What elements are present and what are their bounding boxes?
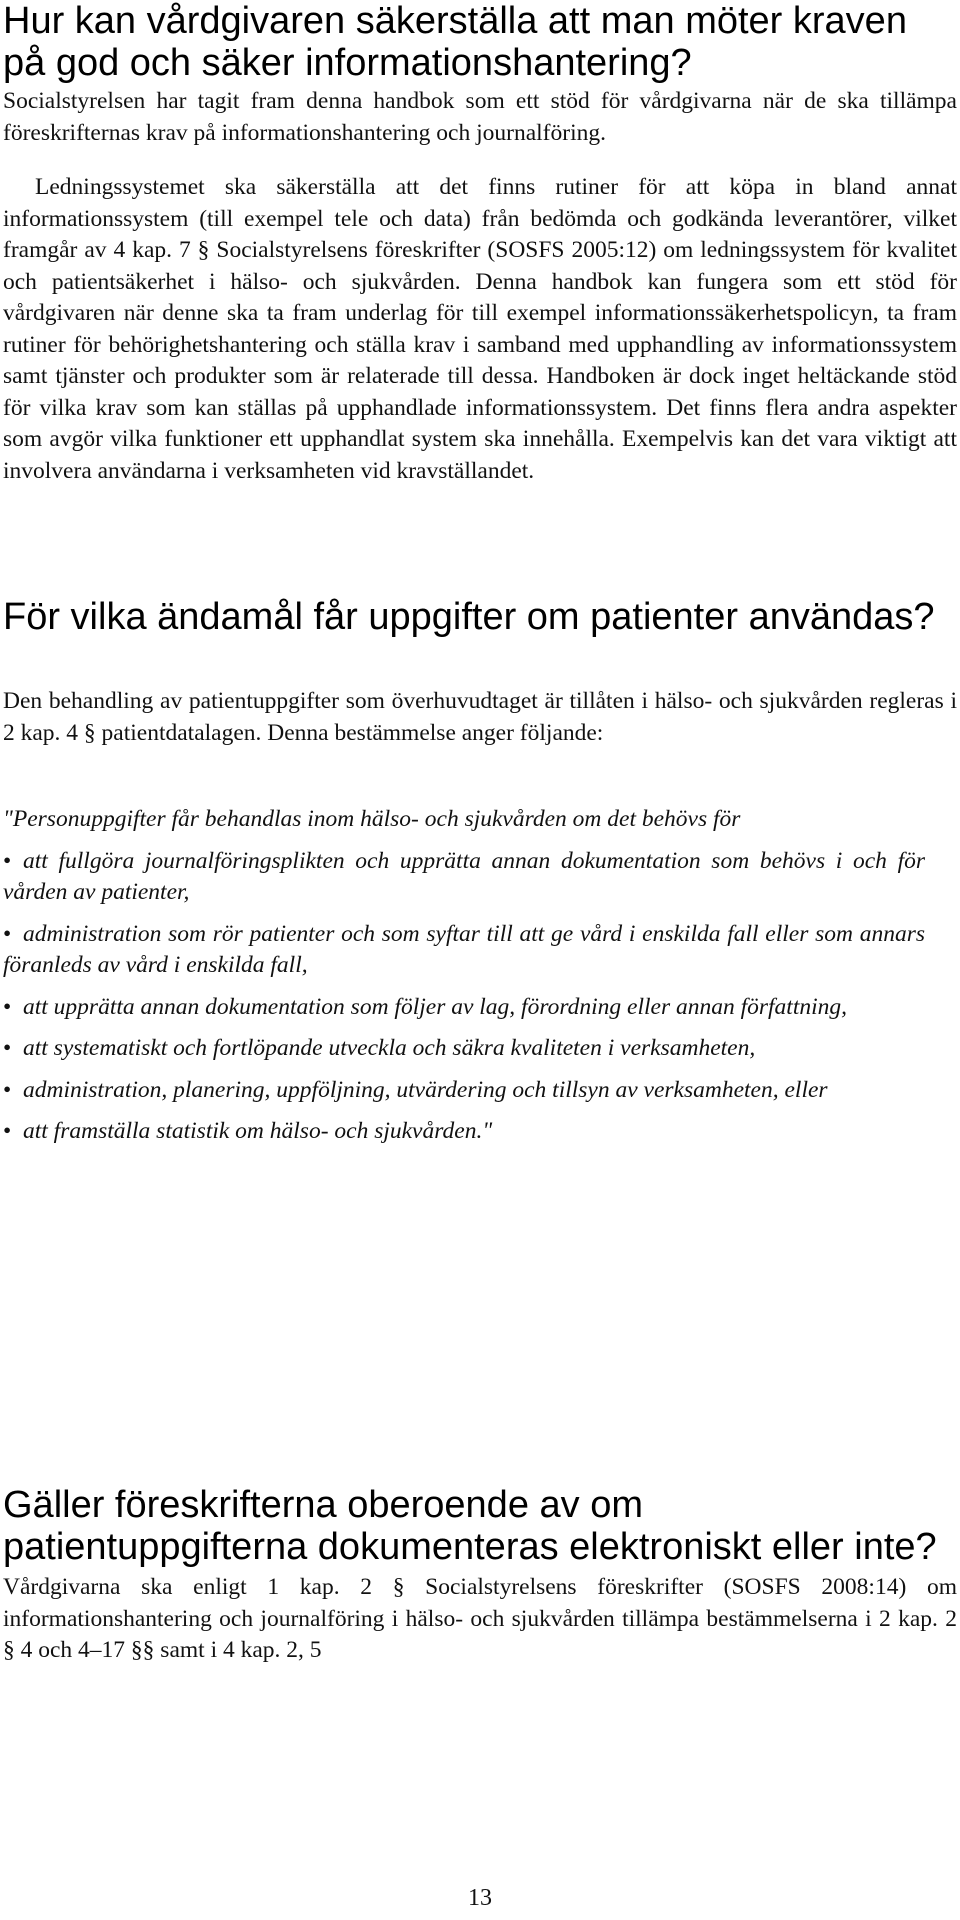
page-number: 13 (468, 1885, 492, 1911)
bullet-icon: • (3, 847, 12, 874)
paragraph-handbok-intro: Socialstyrelsen har tagit fram denna handbok som ett stöd för vårdgivarna när de ska tillämpa föreskrifternas krav på informationshantering och journalföring. (3, 88, 957, 146)
quote-list (3, 846, 925, 1148)
section-heading-andamal: För vilka ändamål får uppgifter om patienter användas? (3, 596, 935, 638)
quote-list-item (3, 919, 925, 982)
bullet-icon: • (3, 1076, 12, 1103)
quote-list-item-text: att framställa statistik om hälso- och sjukvården." (23, 1118, 493, 1144)
bullet-icon: • (3, 993, 12, 1020)
section-heading-elektroniskt: Gäller föreskrifterna oberoende av om patientuppgifterna dokumenteras elektroniskt eller inte? (3, 1484, 937, 1568)
quote-list-item (3, 1033, 925, 1065)
paragraph-ledningssystem (3, 172, 957, 487)
quote-list-item-text: administration, planering, uppföljning, utvärdering och tillsyn av verksamheten, eller (23, 1076, 828, 1103)
quote-list-item-text: att upprätta annan dokumentation som följer av lag, förordning eller annan författning, (23, 993, 848, 1020)
quote-list-item (3, 992, 925, 1024)
quote-list-item (3, 846, 925, 909)
bullet-icon: • (3, 1035, 12, 1061)
quote-list-item (3, 1116, 925, 1148)
paragraph-ledningssystem-text: Ledningssystemet ska säkerställa att det finns rutiner för att köpa in bland annat informationssystem (till exempel tele och data) från bedömda och godkända leverantörer, vilket framgår av 4 kap. 7 § Socialstyrelsens föreskrifter (SOSFS 2005:12) om ledningssystem för kvalitet och patientsäkerhet i hälso- och sjukvården. Denna handbok kan fungera som ett stöd för vårdgivaren när denne ska ta fram underlag för till exempel informationssäkerhetspolicyn, ta fram rutiner för behörighetshantering och ställa krav i samband med upphandling av informationssystem samt tjänster och produkter som är relaterade till dessa. Handboken är dock inget heltäckande stöd för vilka krav som kan ställas på upphandlade informationssystem. Det finns flera andra aspekter som avgör vilka funktioner ett upphandlat system ska innehålla. Exempelvis kan det vara viktigt att involvera användarna i verksamheten vid kravställandet. (3, 174, 957, 484)
quote-list-item-text: att systematiskt och fortlöpande utveckla och säkra kvaliteten i verksamheten, (23, 1035, 756, 1061)
paragraph-patientdatalagen: Den behandling av patientuppgifter som överhuvudtaget är tillåten i hälso- och sjukvården regleras i 2 kap. 4 § patientdatalagen. Denna bestämmelse anger följande: (3, 688, 957, 746)
bullet-icon: • (3, 1118, 12, 1144)
quote-list-item-text: att fullgöra journalföringsplikten och upprätta annan dokumentation som behövs i och för vården av patienter, (3, 847, 925, 905)
quote-intro: "Personuppgifter får behandlas inom hälso- och sjukvården om det behövs för (3, 806, 741, 832)
paragraph-tillampning: Vårdgivarna ska enligt 1 kap. 2 § Socialstyrelsens föreskrifter (SOSFS 2008:14) om informationshantering och journalföring i hälso- och sjukvården tillämpa bestämmelserna i 2 kap. 2 § 4 och 4–17 §§ samt i 4 kap. 2, 5 (3, 1574, 957, 1663)
section-heading-informationshantering: Hur kan vårdgivaren säkerställa att man möter kraven på god och säker informationshantering? (3, 0, 907, 84)
bullet-icon: • (3, 920, 12, 947)
quote-list-item-text: administration som rör patienter och som syftar till att ge vård i enskilda fall eller som annars föranleds av vård i enskilda fall, (3, 920, 925, 978)
law-quote (3, 804, 925, 1148)
quote-list-item (3, 1075, 925, 1107)
